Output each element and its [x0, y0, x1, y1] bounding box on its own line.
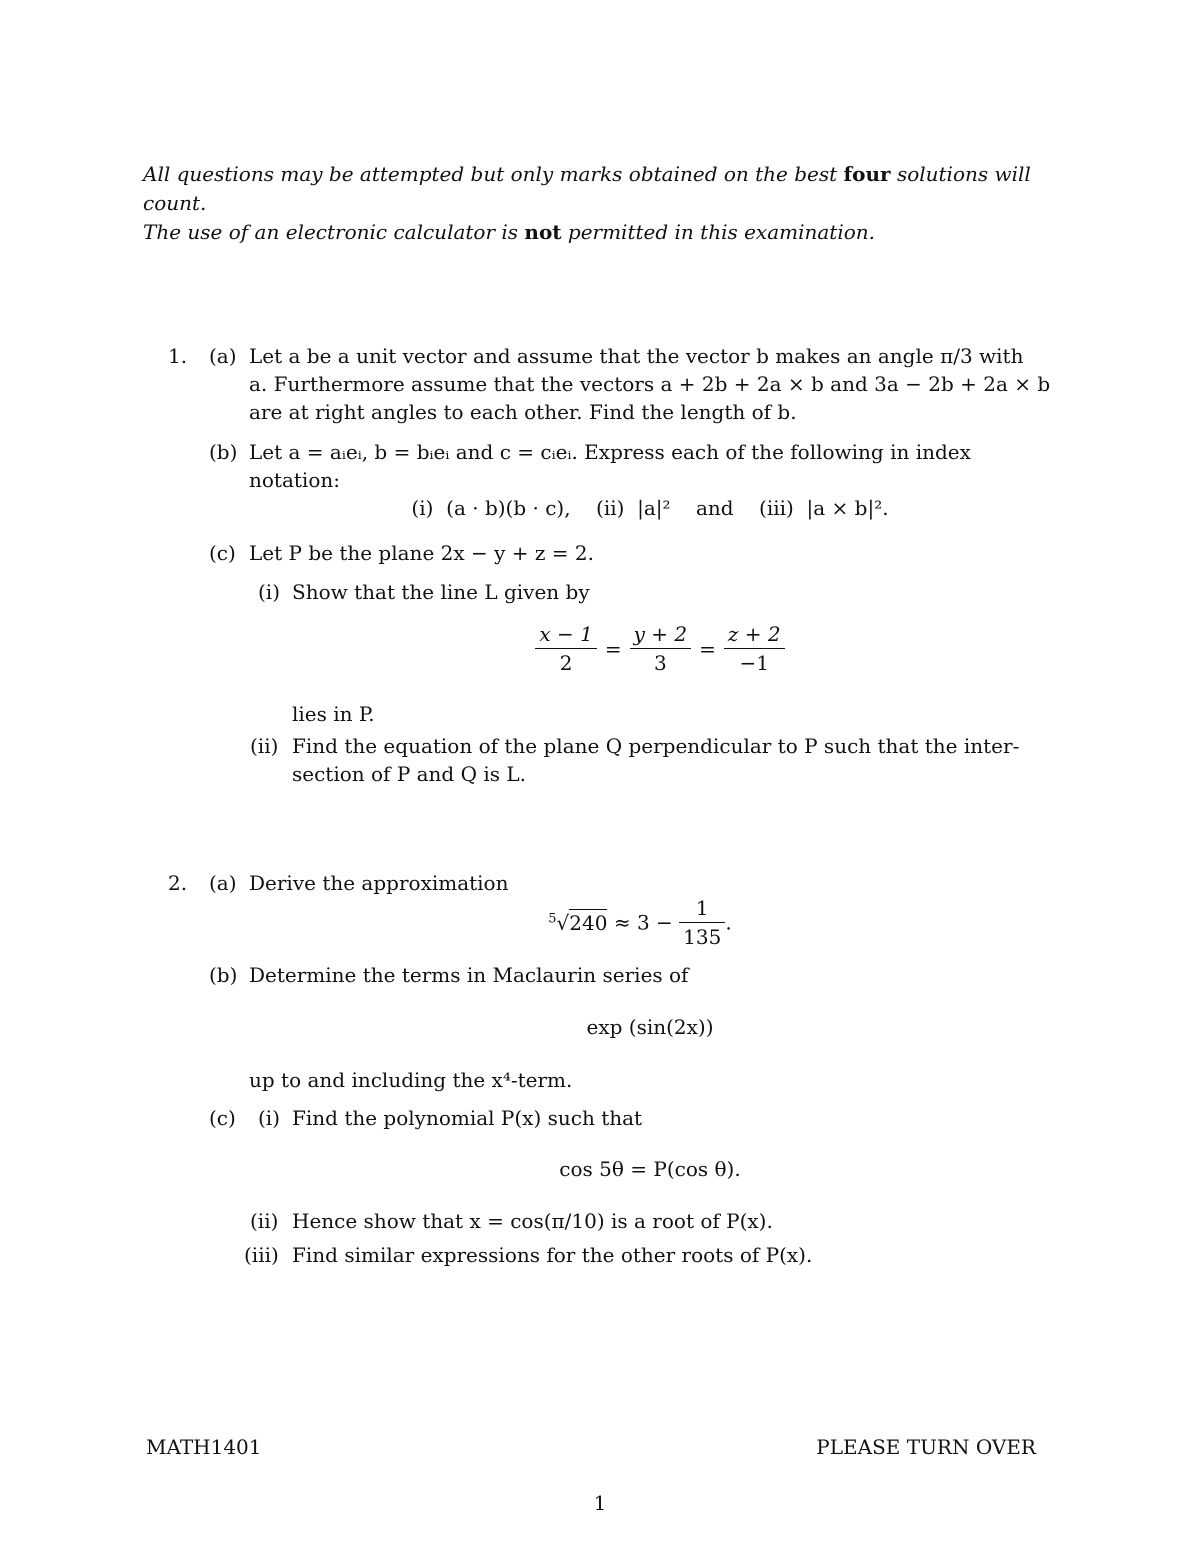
- fraction-z: $\frac{z + 2}{-1}$: [724, 622, 785, 675]
- q2-number: 2.: [168, 871, 188, 895]
- q1ci-label: (i): [258, 580, 281, 604]
- q1cii-line-1: Find the equation of the plane Q perpendicular to P such that the inter-: [292, 734, 1020, 758]
- page-number: 1: [593, 1491, 607, 1515]
- q2b-text: Determine the terms in Maclaurin series of: [249, 963, 689, 987]
- instructions-line-3: The use of an electronic calculator is not permitted in this examination.: [143, 220, 876, 244]
- q1b-line-1: Let a = aᵢeᵢ, b = bᵢeᵢ and c = cᵢeᵢ. Express each of the following in index: [249, 440, 971, 464]
- line-equation: $\frac{x - 1}{2}$ = $\frac{y + 2}{3}$ = $\frac{z + 2}{-1}$: [440, 622, 880, 675]
- q2ciii-text: Find similar expressions for the other roots of P(x).: [292, 1243, 813, 1267]
- emphasis-four: four: [843, 162, 891, 186]
- q2ci-expression: cos 5θ = P(cos θ).: [559, 1157, 741, 1181]
- q1b-label: (b): [209, 440, 238, 464]
- fraction-y: $\frac{y + 2}{3}$: [630, 622, 692, 675]
- q1c-line-1: Let P be the plane 2x − y + z = 2.: [249, 541, 594, 565]
- q2a-label: (a): [209, 871, 237, 895]
- fifth-root: $^5$√240: [548, 910, 608, 935]
- q1a-line-1: Let a be a unit vector and assume that the vector b makes an angle π/3 with: [249, 344, 1024, 368]
- q2b-after: up to and including the x⁴-term.: [249, 1068, 573, 1092]
- q1cii-line-2: section of P and Q is L.: [292, 762, 527, 786]
- q2c-label: (c): [209, 1106, 236, 1130]
- fraction-1-over-135: $\frac{1}{135}$: [679, 896, 725, 949]
- instructions-line-2: count.: [143, 191, 207, 215]
- q1ci-after: lies in P.: [292, 702, 375, 726]
- instructions-line-1: All questions may be attempted but only marks obtained on the best four solutions will: [143, 162, 1031, 186]
- q1-number: 1.: [168, 344, 188, 368]
- q2b-label: (b): [209, 963, 238, 987]
- fraction-x: $\frac{x - 1}{2}$: [535, 622, 596, 675]
- q2a-text: Derive the approximation: [249, 871, 509, 895]
- q1a-line-2: a. Furthermore assume that the vectors a + 2b + 2a × b and 3a − 2b + 2a × b: [249, 372, 1051, 396]
- q1ci-text: Show that the line L given by: [292, 580, 590, 604]
- q2ci-text: Find the polynomial P(x) such that: [292, 1106, 643, 1130]
- q1a-line-3: are at right angles to each other. Find the length of b.: [249, 400, 797, 424]
- approximation-expression: $^5$√240 ≈ 3 − $\frac{1}{135}$ .: [548, 896, 732, 949]
- course-code: MATH1401: [146, 1435, 262, 1459]
- q1cii-label: (ii): [250, 734, 279, 758]
- q1c-label: (c): [209, 541, 236, 565]
- emphasis-not: not: [524, 220, 562, 244]
- q2b-expression: exp (sin(2x)): [586, 1015, 714, 1039]
- q2ciii-label: (iii): [244, 1243, 279, 1267]
- q1a-label: (a): [209, 344, 237, 368]
- q2cii-text: Hence show that x = cos(π/10) is a root of P(x).: [292, 1209, 773, 1233]
- q1b-line-2: notation:: [249, 468, 340, 492]
- q2ci-label: (i): [258, 1106, 281, 1130]
- please-turn-over: PLEASE TURN OVER: [816, 1435, 1036, 1459]
- q2cii-label: (ii): [250, 1209, 279, 1233]
- q1b-expressions: (i) (a · b)(b · c), (ii) |a|² and (iii) |a × b|².: [411, 496, 889, 520]
